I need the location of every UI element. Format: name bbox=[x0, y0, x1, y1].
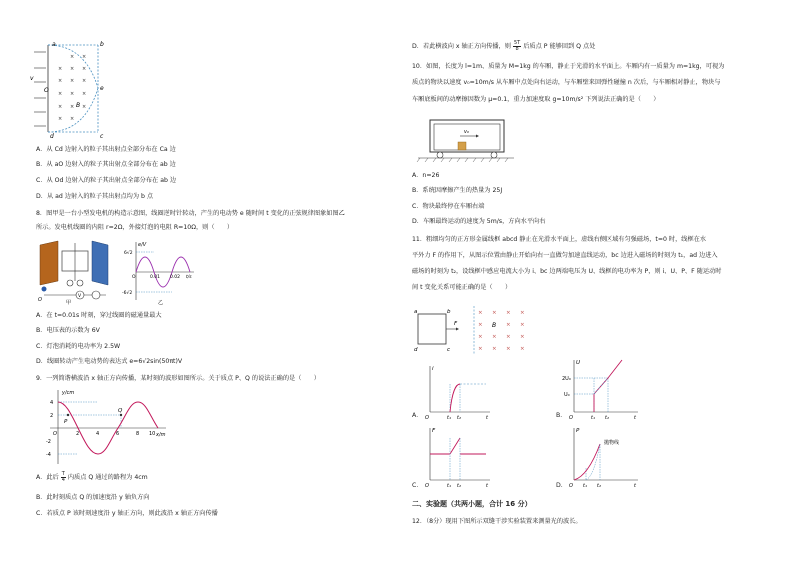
fig-magnetic-region bbox=[30, 40, 130, 140]
svg-text:×: × bbox=[492, 346, 497, 352]
frame-force-F: F bbox=[454, 321, 458, 327]
q10-stem-2: 质点的物块以速度 v₀=10m/s 从车厢中点处向右运动，与车厢壁来回弹性碰撞 n 次后，与车厢相对静止，物块与 bbox=[412, 79, 721, 86]
q7-option-d: D．从 ad 边射入的粒子其出射点均为 b 点 bbox=[36, 193, 154, 200]
emf-t1: 0.01 bbox=[150, 275, 161, 280]
graph-d-note: 抛物线 bbox=[604, 440, 620, 446]
svg-text:×: × bbox=[82, 54, 87, 60]
svg-text:×: × bbox=[478, 346, 483, 352]
q9-option-c: C．若质点 P 该时刻速度沿 y 轴正方向，则此波沿 x 轴正方向传播 bbox=[36, 510, 218, 517]
q9-option-d-pre: D．若此横波向 x 轴正方向传播，则 bbox=[412, 42, 511, 50]
wave-xtick-2: 2 bbox=[76, 431, 80, 437]
graph-b-2u0: 2U₀ bbox=[562, 376, 571, 382]
q10-option-b: B．系统因摩擦产生的热量为 25J bbox=[412, 187, 503, 194]
graph-a-label: A． bbox=[412, 412, 423, 419]
q9-option-a-post: 内质点 Q 通过的路程为 4cm bbox=[67, 473, 148, 481]
wave-xtick-4: 4 bbox=[96, 431, 100, 437]
svg-text:×: × bbox=[70, 78, 75, 84]
fig-emf-graph bbox=[124, 240, 199, 305]
graph-b-ylabel: U bbox=[576, 360, 581, 366]
graph-b-u0: U₀ bbox=[564, 392, 570, 398]
q8-fig-o: O bbox=[38, 297, 42, 303]
emf-ybot: -6√2 bbox=[122, 291, 133, 296]
q7-option-c: C．从 Od 边射入的粒子其出射点全部分布在 ab 边 bbox=[36, 177, 177, 184]
frac-den: 8 bbox=[515, 46, 519, 53]
graph-c-t: t bbox=[486, 483, 488, 489]
emf-tunit: t/s bbox=[186, 275, 192, 280]
graph-a-t2: t₂ bbox=[457, 415, 461, 421]
graph-d bbox=[566, 424, 642, 490]
graph-c bbox=[422, 424, 494, 490]
svg-text:×: × bbox=[58, 66, 63, 72]
graph-a-origin: O bbox=[425, 415, 429, 421]
q8-stem-2: 所示。发电机线圈的内阻 r=2Ω，外接灯泡的电阻 R=10Ω，则（ ） bbox=[36, 224, 234, 231]
wave-point-q: Q bbox=[118, 408, 123, 414]
q9-option-d-frac bbox=[513, 41, 521, 53]
svg-text:×: × bbox=[506, 346, 511, 352]
q8-stem-1: 8．图甲是一台小型发电机的构造示意图，线圈逆时针转动，产生的电动势 e 随时间 t 变化的正弦规律图象如图乙 bbox=[36, 210, 345, 217]
q9-option-d bbox=[412, 41, 595, 53]
q11-stem-3: 磁场的时刻为 t₂，设线框中感应电流大小为 i、bc 边两端电压为 U、线框的电功率为 P，则 i、U、P、F 随运动时 bbox=[412, 268, 722, 275]
q12-stem: 12．（8分）现用下图所示双缝干涉实验装置来测量光的波长。 bbox=[412, 518, 582, 525]
graph-b-label: B． bbox=[556, 412, 567, 419]
svg-text:×: × bbox=[70, 116, 75, 122]
frac-den: 4 bbox=[61, 477, 65, 484]
label-o: O bbox=[44, 87, 49, 94]
q9-option-a-pre: A．此后 bbox=[36, 473, 59, 481]
voltmeter-v: V bbox=[78, 294, 82, 299]
q8-option-c: C．灯泡消耗的电功率为 2.5W bbox=[36, 343, 121, 350]
graph-b bbox=[562, 356, 642, 422]
svg-text:×: × bbox=[58, 91, 63, 97]
svg-text:×: × bbox=[478, 334, 483, 340]
frame-c: c bbox=[447, 347, 451, 353]
svg-text:×: × bbox=[506, 322, 511, 328]
fig-generator bbox=[36, 237, 126, 305]
svg-text:×: × bbox=[82, 66, 87, 72]
wave-xlabel: x/m bbox=[156, 432, 166, 438]
graph-d-t: t bbox=[634, 483, 636, 489]
wave-origin: O bbox=[53, 431, 57, 437]
frame-d: d bbox=[414, 347, 418, 353]
svg-text:×: × bbox=[478, 310, 483, 316]
svg-text:×: × bbox=[478, 322, 483, 328]
svg-text:×: × bbox=[70, 54, 75, 60]
wave-ytick-4: 4 bbox=[50, 400, 54, 406]
graph-b-t1: t₁ bbox=[591, 415, 595, 421]
q9-option-a-frac bbox=[61, 472, 66, 484]
wave-ytick-n2: -2 bbox=[46, 439, 51, 445]
q7-option-b: B．从 aO 边射入的粒子其出射点全部分布在 ab 边 bbox=[36, 161, 176, 168]
section-2-heading: 二、实验题（共两小题，合计 16 分） bbox=[412, 500, 532, 508]
label-b: b bbox=[100, 41, 104, 48]
label-c: c bbox=[100, 133, 104, 140]
svg-text:×: × bbox=[506, 310, 511, 316]
svg-text:×: × bbox=[58, 78, 63, 84]
fig-carriage bbox=[416, 116, 516, 164]
graph-c-t2: t₂ bbox=[457, 483, 461, 489]
emf-ylabel: e/V bbox=[138, 242, 147, 248]
q11-stem-1: 11．粗细均匀的正方形金属线框 abcd 静止在光滑水平面上，虚线右侧区域有匀强磁场，t=0 时，线框在水 bbox=[412, 236, 707, 243]
svg-text:×: × bbox=[70, 66, 75, 72]
q8-option-b: B．电压表的示数为 6V bbox=[36, 327, 100, 334]
wave-ytick-n4: -4 bbox=[46, 452, 51, 458]
graph-c-label: C． bbox=[412, 482, 423, 489]
q9-option-d-post: 后质点 P 能够回到 Q 点处 bbox=[523, 42, 596, 50]
svg-text:×: × bbox=[82, 78, 87, 84]
q11-stem-4: 间 t 变化关系可能正确的是（ ） bbox=[412, 284, 512, 291]
emf-ytop: 6√2 bbox=[124, 251, 133, 256]
q8-fig-jia: 甲 bbox=[66, 300, 72, 306]
svg-text:×: × bbox=[520, 346, 525, 352]
fig-frame-field bbox=[412, 304, 532, 356]
svg-text:×: × bbox=[506, 334, 511, 340]
svg-text:×: × bbox=[70, 91, 75, 97]
graph-d-label: D． bbox=[556, 482, 567, 489]
wave-xtick-10: 10 bbox=[149, 431, 156, 437]
emf-t2: 0.02 bbox=[170, 275, 181, 280]
graph-d-t1: t₁ bbox=[583, 483, 587, 489]
q7-option-a: A．从 Cd 边射入的粒子其出射点全部分布在 Ca 边 bbox=[36, 146, 176, 153]
wave-point-p: P bbox=[64, 419, 68, 425]
svg-text:×: × bbox=[492, 310, 497, 316]
graph-a-ylabel: i bbox=[432, 366, 434, 372]
frac-num: 5T bbox=[513, 40, 521, 46]
svg-text:×: × bbox=[520, 322, 525, 328]
q10-stem-1: 10．如图，长度为 l=1m、质量为 M=1kg 的车厢，静止于光滑的水平面上。车厢内有一质量为 m=1kg，可视为 bbox=[412, 63, 725, 70]
label-e: e bbox=[100, 85, 104, 92]
label-a: a bbox=[52, 41, 56, 48]
svg-text:×: × bbox=[492, 334, 497, 340]
carriage-v0: v₀ bbox=[464, 129, 469, 135]
wave-ylabel: y/cm bbox=[62, 390, 75, 396]
q8-option-d: D．线圈转动产生电动势的表达式 e=6√2sin(50πt)V bbox=[36, 358, 183, 365]
graph-d-t2: t₂ bbox=[597, 483, 601, 489]
wave-ytick-2: 2 bbox=[50, 413, 54, 419]
graph-c-origin: O bbox=[425, 483, 429, 489]
frac-num: T bbox=[61, 471, 65, 477]
graph-c-t1: t₁ bbox=[447, 483, 451, 489]
q10-option-c: C．物块最终停在车厢右端 bbox=[412, 203, 485, 210]
graph-d-ylabel: P bbox=[576, 428, 580, 434]
svg-text:×: × bbox=[520, 334, 525, 340]
frame-b: b bbox=[447, 309, 451, 315]
q9-option-a bbox=[36, 472, 148, 484]
fig-wave-graph bbox=[38, 388, 168, 466]
field-B: B bbox=[492, 322, 497, 329]
graph-b-origin: O bbox=[569, 415, 573, 421]
graph-c-ylabel: F bbox=[432, 428, 436, 434]
emf-origin: O bbox=[132, 275, 136, 280]
graph-a-t1: t₁ bbox=[447, 415, 451, 421]
label-B: B bbox=[76, 102, 81, 109]
label-d: d bbox=[50, 133, 54, 140]
svg-text:×: × bbox=[58, 104, 63, 110]
wave-xtick-6: 6 bbox=[116, 431, 120, 437]
svg-text:×: × bbox=[70, 104, 75, 110]
q8-fig-yi: 乙 bbox=[158, 300, 164, 306]
frame-a: a bbox=[414, 309, 418, 315]
q9-option-b: B．此时刻质点 Q 的加速度沿 y 轴负方向 bbox=[36, 494, 150, 501]
wave-xtick-8: 8 bbox=[136, 431, 140, 437]
graph-d-origin: O bbox=[569, 483, 573, 489]
svg-text:×: × bbox=[520, 310, 525, 316]
svg-text:×: × bbox=[82, 104, 87, 110]
q10-option-a: A．n=26 bbox=[412, 172, 440, 179]
label-v: v bbox=[30, 75, 34, 82]
graph-a-t: t bbox=[486, 415, 488, 421]
graph-a bbox=[422, 362, 494, 422]
svg-text:×: × bbox=[82, 91, 87, 97]
q10-option-d: D．车厢最终运动的速度为 5m/s，方向水平向右 bbox=[412, 218, 546, 225]
q10-stem-3: 车厢底板间的动摩擦因数为 μ=0.1，重力加速度取 g=10m/s² 下列说法正确的是（ ） bbox=[412, 96, 660, 103]
q9-stem: 9．一列简谐横波沿 x 轴正方向传播，某时刻的波形如图所示。关于质点 P、Q 的说法正确的是（ ） bbox=[36, 375, 320, 382]
q11-stem-2: 平外力 F 的作用下，从图示位置由静止开始向右一直做匀加速直线运动，bc 边进入磁场的时刻为 t₁，ad 边进入 bbox=[412, 252, 718, 259]
graph-b-t2: t₂ bbox=[605, 415, 609, 421]
svg-text:×: × bbox=[58, 116, 63, 122]
graph-b-t: t bbox=[634, 415, 636, 421]
q8-option-a: A．在 t=0.01s 时刻，穿过线圈的磁通量最大 bbox=[36, 312, 162, 319]
